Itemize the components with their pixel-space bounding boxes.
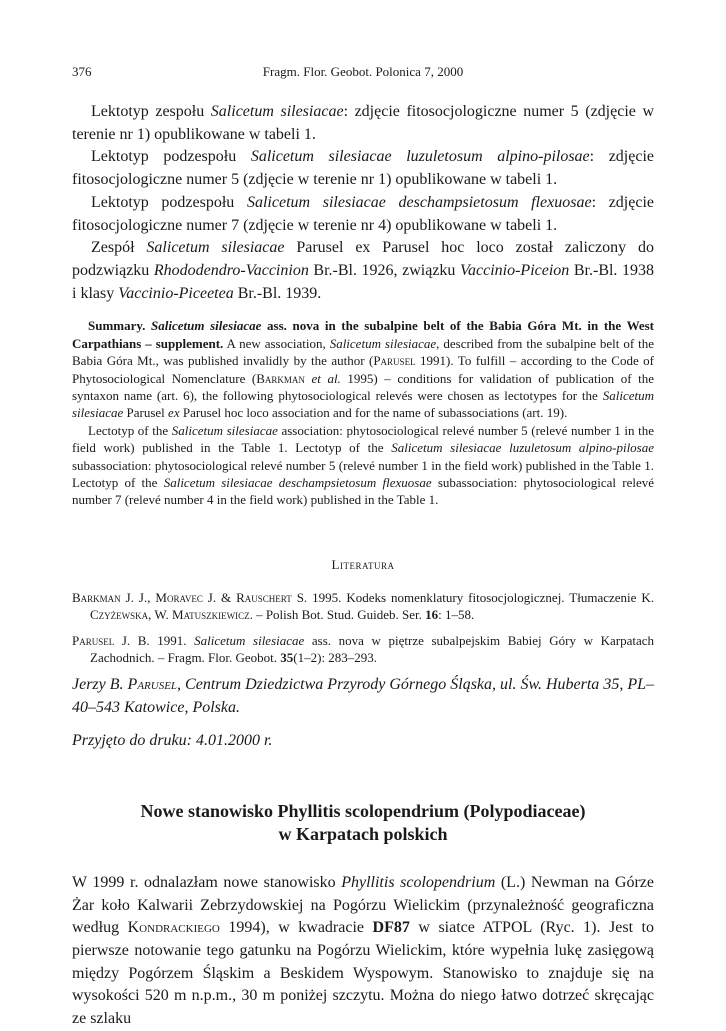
received-date: Przyjęto do druku: 4.01.2000 r. [72,731,273,749]
paragraph: W 1999 r. odnalazłam nowe stanowisko Phyllitis scolopendrium (L.) Newman na Górze Żar koło Kalwarii Zebrzydowskiej na Pogórzu Wielickim (przynależność geograficzna według Kondrackiego 1994), w kwadracie DF87 w siatce ATPOL (Ryc. 1). Jest to pierwsze notowanie tego gatunku na Pogórzu Wielickim, które wypełnia lukę zasięgową między Pogórzem Śląskim a Beskidem Wyspowym. Stanowisko to znajduje się na wysokości 520 m n.p.m., 30 m poniżej szczytu. Można do niego łatwo dotrzeć skręcając ze szlaku [72,873,654,1028]
paragraph: Lektotyp podzespołu Salicetum silesiacae luzuletosum alpino-pilosae: zdjęcie fitosocjologiczne numer 5 (zdjęcie w terenie nr 1) opublikowane w tabeli 1. [72,148,655,189]
article-body [72,872,654,1031]
summary-paragraph: Summary. Salicetum silesiacae ass. nova in the subalpine belt of the Babia Góra Mt. in the West Carpathians – supplement. A new association, Salicetum silesiacae, described from the subalpine belt of the Babia Góra Mt., was published invalidly by the author (Parusel 1991). To fulfill – according to the Code of Phytosociological Nomenclature (Barkman et al. 1995) – conditions for validation of publication of the syntaxon name (art. 6), the following phytosociological relevés were chosen as lectotypes for the Salicetum silesiacae Parusel ex Parusel hoc loco association and for the name of subassociations (art. 19). [72,318,655,421]
paragraph: Zespół Salicetum silesiacae Parusel ex Parusel hoc loco został zaliczony do podzwiązku Rhododendro-Vaccinion Br.-Bl. 1926, związku Vaccinio-Piceion Br.-Bl. 1938 i klasy Vaccinio-Piceetea Br.-Bl. 1939. [72,239,655,302]
reference-item: Barkman J. J., Moravec J. & Rauschert S. 1995. Kodeks nomenklatury fitosocjologicznej. Tłumaczenie K. Czyżewska, W. Matuszkiewicz. – Polish Bot. Stud. Guideb. Ser. 16: 1–58. [72,589,654,623]
paragraph: Lektotyp zespołu Salicetum silesiacae: zdjęcie fitosocjologiczne numer 5 (zdjęcie w terenie nr 1) opublikowane w tabeli 1. [72,103,655,143]
article-title: Nowe stanowisko Phyllitis scolopendrium (Polypodiaceae) w Karpatach polskich [140,800,586,844]
journal-citation: Fragm. Flor. Geobot. Polonica 7, 2000 [262,64,464,79]
page-number: 376 [72,64,92,79]
reference-list [72,589,654,667]
paragraph: Lektotyp podzespołu Salicetum silesiacae deschampsietosum flexuosae: zdjęcie fitosocjologiczne numer 7 (zdjęcie w terenie nr 4) opublikowane w tabeli 1. [72,193,655,234]
summary-paragraph: Lectotyp of the Salicetum silesiacae association: phytosociological relevé number 5 (relevé number 1 in the field work) published in the Table 1. Lectotyp of the Salicetum silesiacae luzuletosum alpino-pilosae subassociation: phytosociological relevé number 5 (relevé number 1 in the field work) published in the Table 1. Lectotyp of the Salicetum silesiacae deschampsietosum flexuosae subassociation: phytosociological relevé number 7 (relevé number 4 in the field work) published in the Table 1. [72,422,655,508]
running-head [72,64,654,84]
page [72,64,654,1031]
reference-item: Parusel J. B. 1991. Salicetum silesiacae ass. nova w piętrze subalpejskim Babiej Góry w Karpatach Zachodnich. – Fragm. Flor. Geobot. 35(1–2): 283–293. [72,632,654,666]
summary [72,317,654,508]
lectotype-section [72,101,654,305]
literature-heading: Literatura [331,556,395,572]
author-affiliation: Jerzy B. Parusel, Centrum Dziedzictwa Przyrody Górnego Śląska, ul. Św. Huberta 35, PL–40–543 Katowice, Polska. [72,676,654,717]
